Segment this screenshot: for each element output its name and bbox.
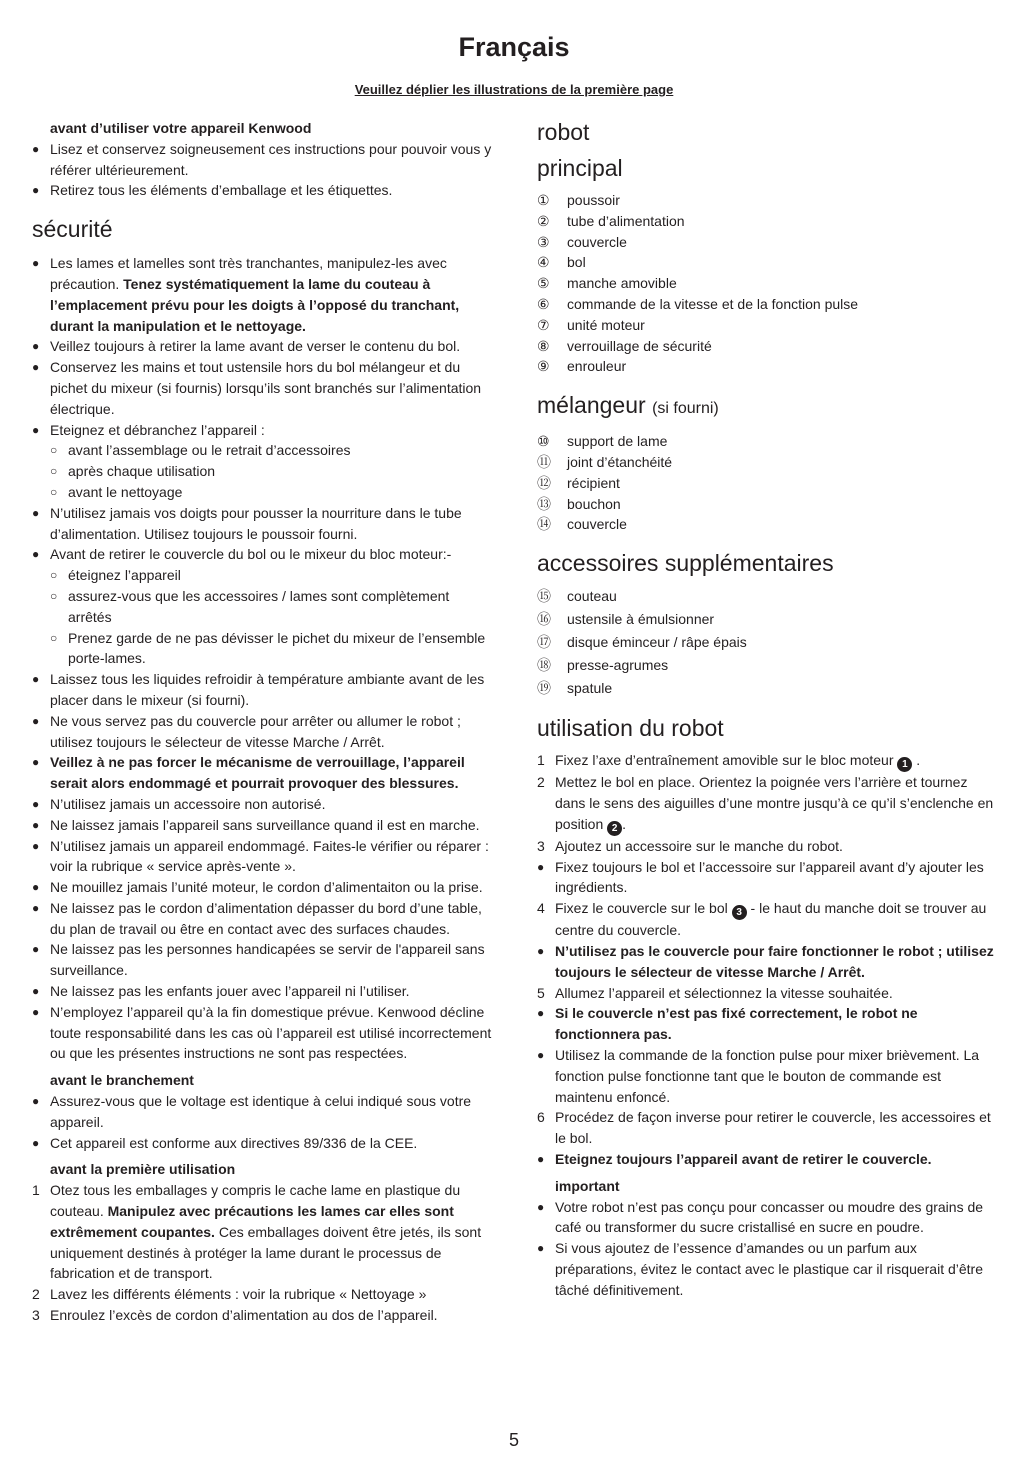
sub-list-item: ○ Prenez garde de ne pas dévisser le pichet du mixeur de l’ensemble porte-lames. <box>32 628 492 670</box>
numbered-item: 4 Fixez le couvercle sur le bol 3 - le haut du manche doit se trouver au centre du couvercle. <box>537 900 987 939</box>
sub-list-item: ○ assurez-vous que les accessoires / lames sont complètement arrêtés <box>32 586 492 628</box>
list-item: ● Votre robot n’est pas conçu pour concasser ou moudre des grains de café ou transformer du sucre cristallisé en sucre en poudre. <box>537 1197 997 1239</box>
part-item: ⑰ disque éminceur / râpe épais <box>537 634 747 651</box>
sub-list-item: ○ après chaque utilisation <box>32 461 492 482</box>
section-heading-blender: mélangeur (si fourni) <box>537 392 719 419</box>
part-item: ③ couvercle <box>537 233 627 250</box>
part-item: ② tube d’alimentation <box>537 212 685 229</box>
list-item: ● Si le couvercle n’est pas fixé correctement, le robot ne fonctionnera pas. <box>537 1003 997 1045</box>
list-item: ● Conservez les mains et tout ustensile hors du bol mélangeur et du pichet du mixeur (si fournis) lorsqu’ils sont branchés sur l’alimentation électrique. <box>32 357 492 419</box>
part-item: ① poussoir <box>537 192 620 208</box>
numbered-item: 3 Enroulez l’excès de cordon d’alimentation au dos de l’appareil. <box>32 1307 438 1324</box>
part-item: ⑫ récipient <box>537 474 620 491</box>
part-item: ④ bol <box>537 254 586 271</box>
list-item: ● Cet appareil est conforme aux directives 89/336 de la CEE. <box>32 1133 492 1154</box>
list-item: ● Veillez à ne pas forcer le mécanisme de verrouillage, l’appareil serait alors endommagé et pourrait provoquer des blessures. <box>32 752 492 794</box>
part-item: ⑧ verrouillage de sécurité <box>537 337 712 354</box>
list-item: ● N’utilisez jamais vos doigts pour pousser la nourriture dans le tube d’alimentation. Utilisez toujours le poussoir fourni. <box>32 503 492 545</box>
part-item: ⑮ couteau <box>537 588 617 605</box>
list-item: ● Ne vous servez pas du couvercle pour arrêter ou allumer le robot ; utilisez toujours le sélecteur de vitesse Marche / Arrêt. <box>32 711 492 753</box>
list-item: ● N’utilisez jamais un appareil endommagé. Faites-le vérifier ou réparer : voir la rubrique « service après-vente ». <box>32 836 492 878</box>
list-item: ● Avant de retirer le couvercle du bol ou le mixeur du bloc moteur:- <box>32 544 492 565</box>
list-item: ● Ne mouillez jamais l’unité moteur, le cordon d’alimentaiton ou la prise. <box>32 877 492 898</box>
left-column <box>32 118 492 1326</box>
figure-ref-1: 1 <box>897 757 912 772</box>
section-heading-accessories: accessoires supplémentaires <box>537 550 834 577</box>
sub-list-item: ○ avant le nettoyage <box>32 482 492 503</box>
list-item: ● Eteignez et débranchez l’appareil : <box>32 420 492 441</box>
numbered-item: 5 Allumez l’appareil et sélectionnez la vitesse souhaitée. <box>537 984 893 1001</box>
list-item: ● Ne laissez pas les personnes handicapées se servir de l'appareil sans surveillance. <box>32 939 492 981</box>
list-item: ● Lisez et conservez soigneusement ces instructions pour pouvoir vous y référer ultérieurement. <box>32 139 492 181</box>
sub-list-item: ○ éteignez l’appareil <box>32 565 492 586</box>
numbered-item: 2 Mettez le bol en place. Orientez la poignée vers l’arrière et tournez dans le sens des aiguilles d’une montre jusqu’à ce qu’il s’enclenche en position 2 . <box>537 774 994 834</box>
list-item: ● Veillez toujours à retirer la lame avant de verser le contenu du bol. <box>32 336 492 357</box>
section-heading-principal: principal <box>537 155 623 181</box>
part-item: ⑨ enrouleur <box>537 358 627 375</box>
part-item: ⑩ support de lame <box>537 433 668 450</box>
list-item: ● Utilisez la commande de la fonction pulse pour mixer brièvement. La fonction pulse fonctionne tant que le bouton de commande est maintenu enfoncé. <box>537 1045 997 1107</box>
page-title: Français <box>458 32 570 62</box>
list-item: ● Si vous ajoutez de l’essence d’amandes ou un parfum aux préparations, évitez le contact avec le plastique car il risquerait d’être tâché définitivement. <box>537 1238 997 1300</box>
section-subheading: avant le branchement <box>50 1072 194 1089</box>
list-item: ● Retirez tous les éléments d’emballage et les étiquettes. <box>32 180 492 201</box>
part-item: ⑬ bouchon <box>537 495 621 512</box>
part-item: ⑦ unité moteur <box>537 316 645 333</box>
list-item: ● Laissez tous les liquides refroidir à température ambiante avant de les placer dans le mixeur (si fourni). <box>32 669 492 711</box>
part-item: ⑯ ustensile à émulsionner <box>537 611 715 628</box>
page-number: 5 <box>508 1430 519 1450</box>
section-subheading: avant la première utilisation <box>50 1161 236 1178</box>
numbered-item: 1 Fixez l’axe d’entraînement amovible sur le bloc moteur 1 . <box>537 752 921 771</box>
sub-list-item: ○ avant l’assemblage ou le retrait d’accessoires <box>32 440 492 461</box>
page-subtitle: Veuillez déplier les illustrations de la première page <box>354 82 674 97</box>
list-item: ● N’utilisez pas le couvercle pour faire fonctionner le robot ; utilisez toujours le sélecteur de vitesse Marche / Arrêt. <box>537 941 997 983</box>
numbered-item: 2 Lavez les différents éléments : voir la rubrique « Nettoyage » <box>32 1286 427 1303</box>
list-item: ● Ne laissez pas le cordon d’alimentation dépasser du bord d’une table, du plan de travail ou être en contact avec des surfaces chaudes. <box>32 898 492 940</box>
list-item: ● N’employez l’appareil qu’à la fin domestique prévue. Kenwood décline toute responsabilité dans les cas où l’appareil est utilisé incorrectement ou que les présentes instructions ne sont pas respectées. <box>32 1002 492 1064</box>
part-item: ⑭ couvercle <box>537 516 627 533</box>
list-item: ● Assurez-vous que le voltage est identique à celui indiqué sous votre appareil. <box>32 1091 492 1133</box>
list-item: ● Ne laissez pas les enfants jouer avec l’appareil ni l’utiliser. <box>32 981 492 1002</box>
section-heading-usage: utilisation du robot <box>537 715 724 742</box>
section-heading-safety: sécurité <box>32 216 113 243</box>
list-item: ● N’utilisez jamais un accessoire non autorisé. <box>32 794 492 815</box>
part-item: ⑥ commande de la vitesse et de la fonction pulse <box>537 295 859 312</box>
figure-ref-2: 2 <box>607 821 622 836</box>
numbered-item: 6 Procédez de façon inverse pour retirer le couvercle, les accessoires et le bol. <box>537 1109 991 1147</box>
part-item: ⑪ joint d’étanchéité <box>537 453 673 470</box>
list-item: ● Les lames et lamelles sont très tranchantes, manipulez-les avec précaution. Tenez systématiquement la lame du couteau à l’emplacement prévu pour les doigts à l’opposé du tranchant, durant la manipulation et le nettoyage. <box>32 253 492 336</box>
section-subheading: important <box>555 1177 620 1194</box>
part-item: ⑱ presse-agrumes <box>537 657 669 674</box>
numbered-item: 3 Ajoutez un accessoire sur le manche du robot. <box>537 837 843 854</box>
right-column <box>537 118 997 1300</box>
figure-ref-3: 3 <box>732 905 747 920</box>
section-subheading: avant d’utiliser votre appareil Kenwood <box>50 120 312 136</box>
list-item: ● Fixez toujours le bol et l’accessoire sur l’appareil avant d’y ajouter les ingrédients. <box>537 857 997 899</box>
list-item: ● Ne laissez jamais l’appareil sans surveillance quand il est en marche. <box>32 815 492 836</box>
numbered-item: 1 Otez tous les emballages y compris le cache lame en plastique du couteau. Manipulez avec précautions les lames car elles sont extrêmement coupantes. Ces emballages doivent être jetés, ils sont uniquement destinés à protéger la lame durant le processus de fabrication et de transport. <box>32 1182 482 1282</box>
part-item: ⑲ spatule <box>537 680 613 697</box>
list-item: ● Eteignez toujours l’appareil avant de retirer le couvercle. <box>537 1149 997 1170</box>
part-item: ⑤ manche amovible <box>537 275 677 292</box>
section-heading-robot: robot <box>537 119 590 145</box>
